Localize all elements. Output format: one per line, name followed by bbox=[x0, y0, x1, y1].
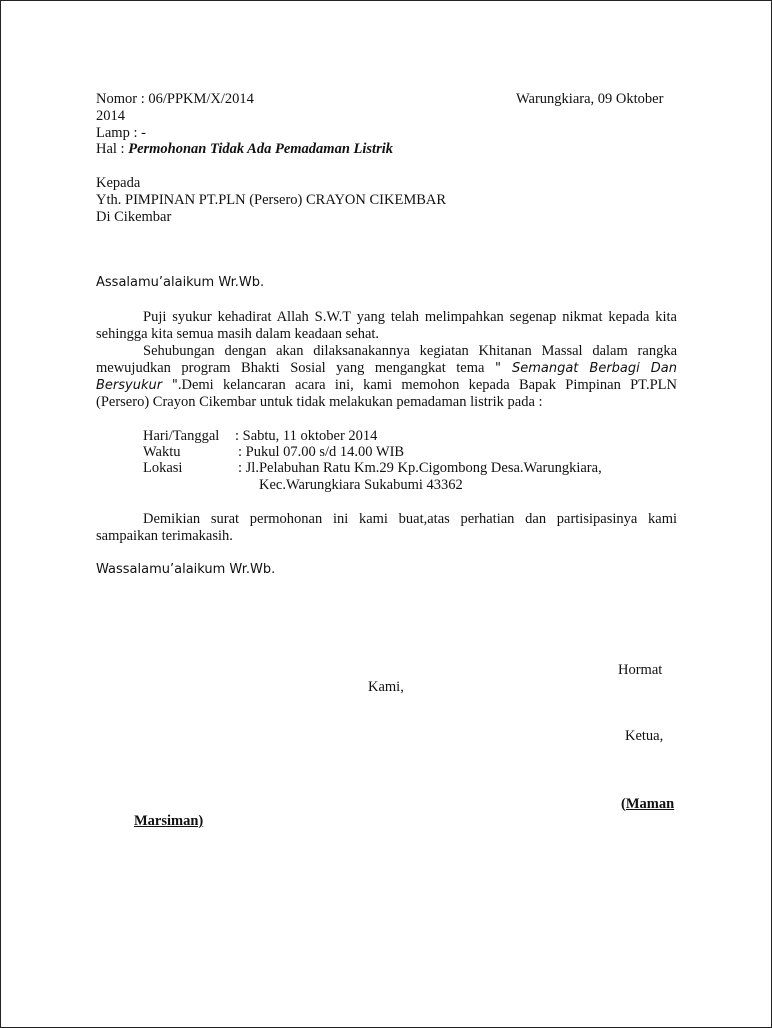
subject-line bbox=[96, 141, 393, 158]
paragraph-request bbox=[96, 343, 677, 411]
place-date: Warungkiara, 09 Oktober bbox=[516, 91, 664, 107]
detail-time-label: Waktu bbox=[143, 444, 181, 460]
subject-label: Hal : bbox=[96, 141, 125, 157]
detail-day-label: Hari/Tanggal bbox=[143, 428, 220, 444]
paragraph-closing: Demikian surat permohonan ini kami buat,atas perhatian dan partisipasinya kami sampaikan terimakasih. bbox=[96, 511, 677, 544]
detail-day-value: : Sabtu, 11 oktober 2014 bbox=[235, 428, 378, 444]
signatory-last-name: Marsiman) bbox=[134, 813, 204, 829]
closing-ketua: Ketua, bbox=[625, 728, 664, 744]
subject-value: Permohonan Tidak Ada Pemadaman Listrik bbox=[128, 141, 393, 157]
closing-kami: Kami, bbox=[368, 679, 404, 695]
opening-greeting: Assalamu’alaikum Wr.Wb. bbox=[96, 275, 265, 290]
detail-time-value: : Pukul 07.00 s/d 14.00 WIB bbox=[238, 444, 405, 460]
signatory-first-name: Maman bbox=[625, 796, 675, 812]
paragraph-request-part2: .Demi kelancaran acara ini, kami memohon kepada Bapak Pimpinan PT.PLN (Persero) Crayon Cikembar untuk tidak melakukan pemadaman listrik pada : bbox=[96, 377, 677, 410]
place-date-year: 2014 bbox=[96, 108, 125, 124]
closing-hormat: Hormat bbox=[618, 662, 663, 678]
detail-location-value: : Jl.Pelabuhan Ratu Km.29 Kp.Cigombong Desa.Warungkiara, bbox=[238, 460, 602, 476]
detail-location-label: Lokasi bbox=[143, 460, 183, 476]
letter-number: Nomor : 06/PPKM/X/2014 bbox=[96, 91, 254, 107]
detail-location-value-line2: Kec.Warungkiara Sukabumi 43362 bbox=[259, 477, 463, 493]
recipient-name: Yth. PIMPINAN PT.PLN (Persero) CRAYON CIKEMBAR bbox=[96, 192, 447, 208]
paragraph-request-part1: Sehubungan dengan akan dilaksanakannya kegiatan Khitanan Massal dalam rangka mewujudkan program Bhakti Sosial yang mengangkat tema bbox=[96, 343, 677, 376]
signatory-name-part1: (Maman bbox=[621, 796, 675, 812]
attachment-line: Lamp : - bbox=[96, 125, 146, 141]
event-theme: " Semangat Berbagi Dan Bersyukur " bbox=[96, 361, 677, 393]
signatory-name-part2 bbox=[134, 813, 203, 830]
closing-greeting: Wassalamu’alaikum Wr.Wb. bbox=[96, 562, 276, 577]
recipient-kepada: Kepada bbox=[96, 175, 141, 191]
recipient-location: Di Cikembar bbox=[96, 209, 172, 225]
paragraph-intro: Puji syukur kehadirat Allah S.W.T yang telah melimpahkan segenap nikmat kepada kita sehingga kita semua masih dalam keadaan sehat. bbox=[96, 309, 677, 342]
